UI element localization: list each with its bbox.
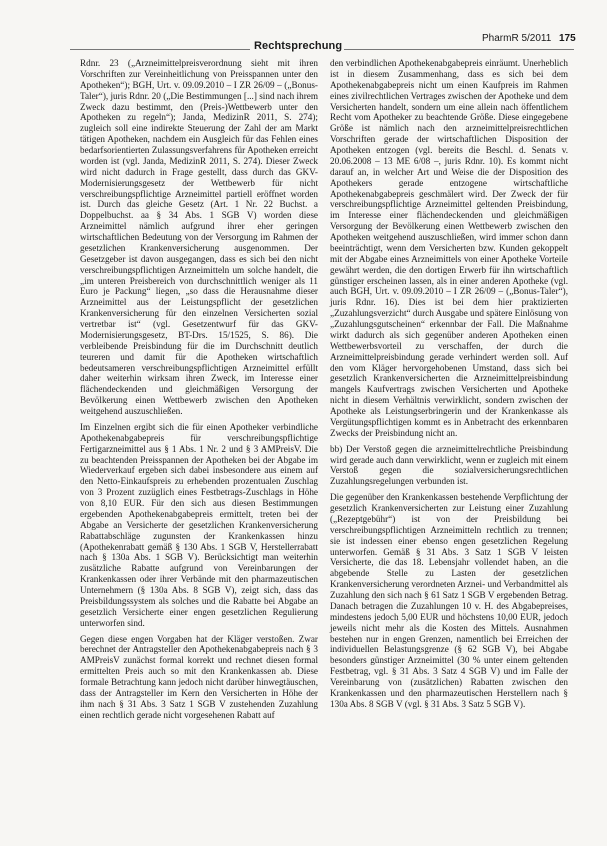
right-column bbox=[330, 58, 568, 710]
left-paragraph-1: Rdnr. 23 („Arzneimittelpreisverordnung sieht mit ihren Vorschriften zur Vereinheitlichung von Preisspannen unter den Apotheken“); BGH, Urt. v. 09.09.2010 – I ZR 26/09 – („Bonus-Taler“), juris Rdnr. 20 („Die Bestimmungen [...] sind nach ihrem Zweck dazu bestimmt, den (Preis-)Wettbewerb unter den Apotheken zu regeln“); Janda, MedizinR 2011, S. 274); zugleich soll eine indirekte Steuerung der Zahl der am Markt tätigen Apotheken, nachdem ein Ausgleich für das Fehlen eines bedarfsorientierten Zulassungsverfahrens für Apotheken erreicht worden ist (vgl. Janda, MedizinR 2011, S. 274). Dieser Zweck wird nicht dadurch in Frage gestellt, dass durch das GKV-Modernisierungsgesetz der Wettbewerb für nicht verschreibungspflichtige Arzneimittel partiell eröffnet worden ist. Durch das gleiche Gesetz (Art. 1 Nr. 22 Buchst. a Doppelbuchst. aa § 34 Abs. 1 SGB V) worden diese Arzneimittel nämlich aufgrund ihrer eher geringen wirtschaftlichen Bedeutung von der Versorgung im Rahmen der gesetzlichen Krankenversicherung ausgenommen. Der Gesetzgeber ist davon ausgegangen, dass es sich bei den nicht verschreibungspflichtigen Arzneimitteln um solche handelt, die „im unteren Preisbereich von durchschnittlich weniger als 11 Euro je Packung“ liegen, „so dass die Herausnahme dieser Arzneimittel aus der Leistungspflicht der gesetzlichen Krankenversicherung für den einzelnen Versicherten sozial vertretbar ist“ (vgl. Gesetzentwurf für das GKV-Modernisierungsgesetz, BT-Drs. 15/1525, S. 86). Die verbleibende Preisbindung für die im Durchschnitt deutlich teureren und damit für die Apotheken wirtschaftlich bedeutsameren verschreibungspflichtigen Arzneimittel erfüllt daher weiterhin wirksam ihren Zweck, im Interesse einer flächendeckenden und gleichmäßigen Versorgung der Bevölkerung einen Wettbewerb zwischen den Apotheken weitgehend auszuschließen. bbox=[80, 58, 318, 416]
page-header bbox=[0, 0, 607, 56]
left-paragraph-2: Im Einzelnen ergibt sich die für einen Apotheker verbindliche Apothekenabgabepreis für verschreibungspflichtige Fertigarzneimittel aus § 1 Abs. 1 Nr. 2 und § 3 AMPreisV. Die zu beachtenden Preisspannen der Apotheken bei der Abgabe im Wiederverkauf ergeben sich dabei insbesondere aus einem auf den Netto-Einkaufspreis zu erhebenden prozentualen Zuschlag von 3 Prozent zuzüglich eines Festbetrags-Zuschlags in Höhe von 8,10 EUR. Für den sich aus diesen Bestimmungen ergebenden Apothekenabgabepreis ermittelt, treten bei der Abgabe an Versicherte der gesetzlichen Krankenversicherung Rabattabschläge zugunsten der Krankenkassen hinzu (Apothekenrabatt gemäß § 130 Abs. 1 SGB V, Herstellerrabatt nach § 130a Abs. 1 SGB V). Berücksichtigt man weiterhin zusätzliche Rabatte aufgrund von Vereinbarungen der Krankenkassen oder ihrer Verbände mit den pharmazeutischen Unternehmern (§ 130a Abs. 8 SGB V), zeigt sich, dass das Preisbildungssystem als solches und die Rabatte bei Abgabe an gesetzlich Versicherte einer engen gesetzlichen Regulierung unterworfen sind. bbox=[80, 421, 318, 628]
page-number: 175 bbox=[559, 33, 576, 44]
section-title: Rechtsprechung bbox=[254, 40, 343, 52]
left-paragraph-3: Gegen diese engen Vorgaben hat der Kläger verstoßen. Zwar berechnet der Antragsteller den Apothekenabgabepreis nach § 3 AMPreisV zunächst formal korrekt und rechnet diesen formal ermittelten Preis auch so mit den Krankenkassen ab. Diese formale Betrachtung kann jedoch nicht darüber hinwegtäuschen, dass der Antragsteller im Kern den Versicherten in Höhe der ihm nach § 31 Abs. 3 Satz 1 SGB V zustehenden Zuzahlung einen rechtlich gerade nicht vorgesehenen Rabatt auf bbox=[80, 633, 318, 720]
left-column bbox=[80, 58, 318, 721]
header-rule-right bbox=[344, 49, 574, 50]
header-rule-left bbox=[70, 49, 250, 50]
journal-name: PharmR 5/2011 bbox=[482, 33, 552, 44]
right-paragraph-3: Die gegenüber den Krankenkassen bestehende Verpflichtung der gesetzlich Krankenversicherten zur Leistung einer Zuzahlung („Rezeptgebühr“) ist von der Preisbildung bei verschreibungspflichtigen Arzneimitteln rechtlich zu trennen; sie ist indessen einer ebenso engen gesetzlichen Regelung unterworfen. Gemäß § 31 Abs. 3 Satz 1 SGB V leisten Versicherte, die das 18. Lebensjahr vollendet haben, an die abgebende Stelle zu Lasten der gesetzlichen Krankenversicherung verordneten Arznei- und Verbandmittel als Zuzahlung den sich nach § 61 Satz 1 SGB V ergebenden Betrag. Danach betragen die Zuzahlungen 10 v. H. des Abgabepreises, mindestens jedoch 5,00 EUR und höchstens 10,00 EUR, jedoch jeweils nicht mehr als die Kosten des Mittels. Ausnahmen bestehen nur in engen Grenzen, namentlich bei Erreichen der individuellen Belastungsgrenze (§ 62 SGB V), bei Abgabe besonders günstiger Arzneimittel (30 % unter einem geltenden Festbetrag, vgl. § 31 Abs. 3 Satz 4 SGB V) und im Falle der Vereinbarung von (zusätzlichen) Rabatten zwischen den Krankenkassen und den pharmazeutischen Herstellern nach § 130a Abs. 8 SGB V (vgl. § 31 Abs. 3 Satz 5 SGB V). bbox=[330, 492, 568, 709]
right-paragraph-1: den verbindlichen Apothekenabgabepreis einräumt. Unerheblich ist in diesem Zusammenhang, dass es sich bei dem Apothekenabgabepreis nicht um einen Kaufpreis im Rahmen eines zivilrechtlichen Vertrages zwischen der Apotheke und dem Versicherten handelt, sondern um eine allein nach öffentlichem Recht vom Apotheker zu beachtende Größe. Diese eingegebene Größe ist nämlich nach den arzneimittelpreisrechtlichen Vorschriften gerade der wirtschaftlichen Disposition der Apotheken entzogen (vgl. bereits die Beschl. d. Senats v. 20.06.2008 – 13 ME 6/08 –, juris Rdnr. 10). Es kommt nicht darauf an, in welcher Art und Weise die der Disposition des Apothekers gerade entzogene wirtschaftliche Apothekenabgabepreis geschmälert wird. Der Zweck der für verschreibungspflichtige Arzneimittel geltenden Preisbindung, im Interesse einer flächendeckenden und gleichmäßigen Versorgung der Bevölkerung einen Wettbewerb zwischen den Apotheken weitgehend auszuschließen, wird immer schon dann beeinträchtigt, wenn dem Versicherten bzw. Kunden gekoppelt mit der Abgabe eines Arzneimittels von einer Apotheke Vorteile gewährt werden, die den dortigen Erwerb für ihn wirtschaftlich günstiger erscheinen lassen, als in einer anderen Apotheke (vgl. auch BGH, Urt. v. 09.09.2010 – I ZR 26/09 – („Bonus-Taler“), juris Rdnr. 16). Dies ist bei dem hier praktizierten „Zuzahlungsverzicht“ durch Ausgabe und spätere Einlösung von „Zuzahlungsgutscheinen“ erkennbar der Fall. Die Maßnahme wirkt dadurch als sich gegenüber anderen Apotheken einen Wettbewerbsvorteil zu verschaffen, der durch die Arzneimittelpreisbindung gerade verhindert werden soll. Auf den vom Kläger hervorgehobenen Umstand, dass sich bei gesetzlich Krankenversicherten die Arzneimittelpreisbindung mangels Kaufvertrags zwischen Versicherten und Apotheke nicht in diesem Verhältnis verwirklicht, sondern zwischen der Apotheke als Leistungserbringerin und der Krankenkasse als Vergütungspflichtigen kommt es in Anbetracht des erkennbaren Zwecks der Preisbindung nicht an. bbox=[330, 58, 568, 438]
right-paragraph-2: bb) Der Verstoß gegen die arzneimittelrechtliche Preisbindung wird gerade auch dann verwirklicht, wenn er zugleich mit einem Verstoß gegen die sozialversicherungsrechtlichen Zuzahlungsregelungen verbunden ist. bbox=[330, 443, 568, 487]
